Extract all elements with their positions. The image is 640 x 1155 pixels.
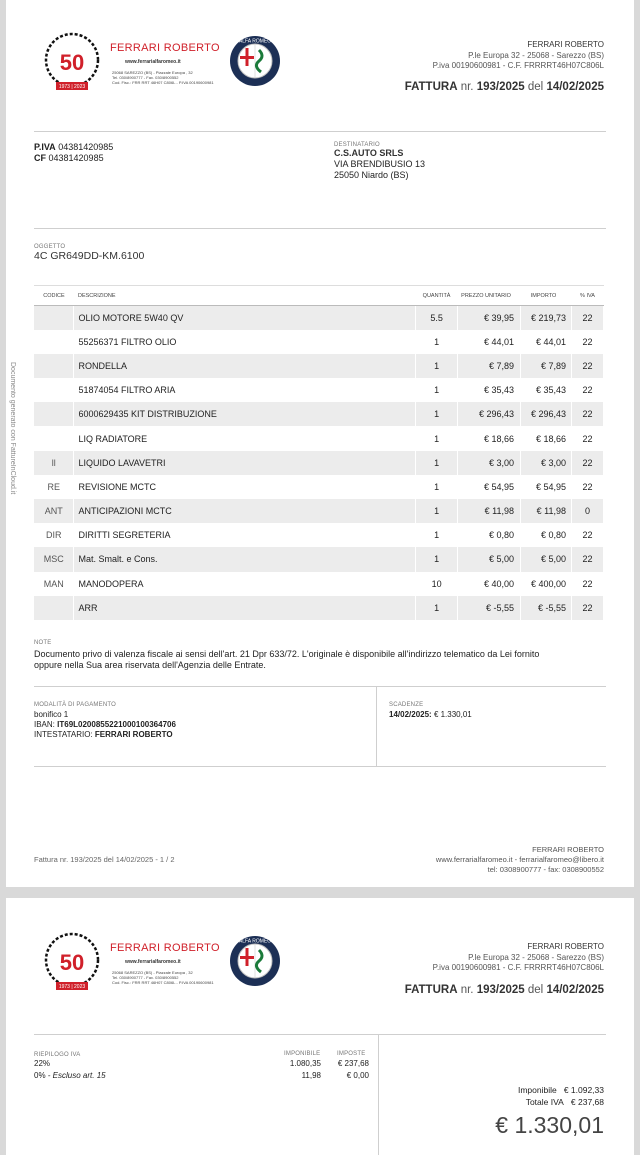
subject-value: 4C GR649DD-KM.6100 xyxy=(34,250,145,262)
table-row xyxy=(34,596,604,620)
item-description: 55256371 FILTRO OLIO xyxy=(74,330,416,354)
item-amount: € -5,55 xyxy=(521,596,572,620)
item-vat: 22 xyxy=(571,523,603,547)
item-vat: 22 xyxy=(571,354,603,378)
anniversary-logo-icon xyxy=(40,30,104,94)
item-amount: € 3,00 xyxy=(521,451,572,475)
totals-block xyxy=(495,1084,604,1140)
alfa-text: ALFA ROMEO xyxy=(238,938,272,945)
divider xyxy=(34,131,606,132)
items-header-row xyxy=(34,286,604,306)
brand-website: www.ferrarialfaromeo.it xyxy=(125,959,181,965)
divider xyxy=(34,228,606,229)
item-description: MANODOPERA xyxy=(74,572,416,596)
generator-note: Documento generato con FattureInCloud.it xyxy=(9,362,16,495)
item-code xyxy=(34,378,74,402)
due-block xyxy=(389,700,472,720)
logo-number: 50 xyxy=(59,50,85,75)
item-unit-price: € 18,66 xyxy=(458,426,521,450)
payment-method: bonifico 1 xyxy=(34,710,69,719)
table-row xyxy=(34,330,604,354)
item-amount: € 219,73 xyxy=(521,306,572,330)
item-amount: € 35,43 xyxy=(521,378,572,402)
item-code xyxy=(34,402,74,426)
company-tax-ids: P.iva 00190600981 - C.F. FRRRRT46H07C806L xyxy=(432,61,604,70)
divider xyxy=(34,1034,606,1035)
alfa-romeo-logo-icon xyxy=(228,934,282,988)
recipient-street: VIA BRENDIBUSIO 13 xyxy=(334,159,426,169)
alfa-romeo-logo-icon xyxy=(228,34,282,88)
item-description: OLIO MOTORE 5W40 QV xyxy=(74,306,416,330)
item-vat: 22 xyxy=(571,572,603,596)
item-vat: 0 xyxy=(571,499,603,523)
footer-phones: tel: 0308900777 - fax: 0308900552 xyxy=(487,865,604,874)
grand-total: € 1.330,01 xyxy=(495,1112,604,1138)
item-description: LIQ RADIATORE xyxy=(74,426,416,450)
item-description: ARR xyxy=(74,596,416,620)
item-description: 6000629435 KIT DISTRIBUZIONE xyxy=(74,402,416,426)
vat-row: 0% - Escluso art. 15 11,98 € 0,00 xyxy=(34,1071,369,1080)
item-unit-price: € 0,80 xyxy=(458,523,521,547)
table-row xyxy=(34,475,604,499)
company-name: FERRARI ROBERTO xyxy=(527,942,604,951)
item-code: ANT xyxy=(34,499,74,523)
item-quantity: 10 xyxy=(416,572,458,596)
col-description: DESCRIZIONE xyxy=(74,286,416,306)
invoice-title: FATTURA nr. 193/2025 del 14/02/2025 xyxy=(404,81,604,93)
item-vat: 22 xyxy=(571,426,603,450)
notes-line-2: oppure nella Sua area riservata dell'Agenzia delle Entrate. xyxy=(34,660,266,670)
item-quantity: 1 xyxy=(416,523,458,547)
vat-row: 22% 1.080,35 € 237,68 xyxy=(34,1059,369,1068)
item-quantity: 1 xyxy=(416,547,458,571)
invoice-title: FATTURA nr. 193/2025 del 14/02/2025 xyxy=(404,984,604,996)
company-logo xyxy=(40,930,240,992)
item-description: RONDELLA xyxy=(74,354,416,378)
item-unit-price: € 7,89 xyxy=(458,354,521,378)
invoice-page-2 xyxy=(6,898,634,1155)
item-unit-price: € 11,98 xyxy=(458,499,521,523)
brand-address: 25068 SAREZZO (BS) - Piazzale Europa , 32 Tel. 030/8900777 - Fax. 030/8900552 Cod. Fisc.: FRR RRT 46H07 C806L - P.IVA 00190600981 xyxy=(112,970,214,985)
due-amount: € 1.330,01 xyxy=(433,710,472,719)
notes-label: NOTE xyxy=(34,640,52,646)
table-row xyxy=(34,451,604,475)
item-quantity: 5.5 xyxy=(416,306,458,330)
col-amount: IMPORTO xyxy=(521,286,572,306)
divider-vertical xyxy=(378,1034,379,1155)
col-vat: % IVA xyxy=(571,286,603,306)
divider xyxy=(34,686,606,687)
invoice-page-1 xyxy=(6,0,634,887)
footer-page-info: Fattura nr. 193/2025 del 14/02/2025 - 1 / 2 xyxy=(34,855,175,864)
item-vat: 22 xyxy=(571,330,603,354)
col-quantity: QUANTITÀ xyxy=(416,286,458,306)
item-vat: 22 xyxy=(571,451,603,475)
recipient-label: DESTINATARIO xyxy=(334,142,380,148)
item-vat: 22 xyxy=(571,475,603,499)
item-description: LIQUIDO LAVAVETRI xyxy=(74,451,416,475)
payment-block: MODALITÀ DI PAGAMENTO bonifico 1 IBAN: IT69L0200855221000100364706 INTESTATARIO: FERRARI ROBERTO xyxy=(34,702,176,739)
recipient-block xyxy=(334,142,425,181)
item-code xyxy=(34,330,74,354)
subject-label: OGGETTO xyxy=(34,244,66,250)
table-row xyxy=(34,499,604,523)
item-amount: € 11,98 xyxy=(521,499,572,523)
item-code xyxy=(34,596,74,620)
item-amount: € 296,43 xyxy=(521,402,572,426)
due-label: SCADENZE xyxy=(389,702,424,708)
recipient-name: C.S.AUTO SRLS xyxy=(334,148,404,158)
item-quantity: 1 xyxy=(416,499,458,523)
item-description: 51874054 FILTRO ARIA xyxy=(74,378,416,402)
item-code: RE xyxy=(34,475,74,499)
item-unit-price: € 35,43 xyxy=(458,378,521,402)
brand-website: www.ferrarialfaromeo.it xyxy=(125,59,181,65)
brand-address: 25068 SAREZZO (BS) - Piazzale Europa , 32 Tel. 030/8900777 - Fax. 030/8900552 Cod. Fisc.: FRR RRT 46H07 C806L - P.IVA 00190600981 xyxy=(112,70,214,85)
company-address: P.le Europa 32 - 25068 - Sarezzo (BS) xyxy=(468,952,604,962)
company-tax-ids: P.iva 00190600981 - C.F. FRRRRT46H07C806L xyxy=(432,963,604,972)
company-info xyxy=(433,942,604,974)
recipient-city: 25050 Niardo (BS) xyxy=(334,170,409,180)
company-logo xyxy=(40,30,240,92)
item-quantity: 1 xyxy=(416,451,458,475)
payment-label: MODALITÀ DI PAGAMENTO xyxy=(34,702,116,708)
item-quantity: 1 xyxy=(416,402,458,426)
item-unit-price: € -5,55 xyxy=(458,596,521,620)
table-row xyxy=(34,426,604,450)
item-quantity: 1 xyxy=(416,426,458,450)
payment-holder: FERRARI ROBERTO xyxy=(94,730,173,739)
customer-ids: P.IVA 04381420985 CF 04381420985 xyxy=(34,142,114,163)
taxable-value: € 1.092,33 xyxy=(563,1085,604,1095)
item-code xyxy=(34,426,74,450)
company-name: FERRARI ROBERTO xyxy=(527,40,604,49)
vat-summary xyxy=(34,1048,369,1082)
item-unit-price: € 5,00 xyxy=(458,547,521,571)
item-quantity: 1 xyxy=(416,354,458,378)
table-row xyxy=(34,523,604,547)
notes-line-1: Documento privo di valenza fiscale ai sensi dell'art. 21 Dpr 633/72. L'originale è disponibile all'indirizzo telematico da Lei fornito xyxy=(34,649,540,659)
item-unit-price: € 54,95 xyxy=(458,475,521,499)
logo-years: 1973 | 2023 xyxy=(58,84,86,90)
item-code: MAN xyxy=(34,572,74,596)
logo-years: 1973 | 2023 xyxy=(58,984,86,990)
divider-vertical xyxy=(376,686,377,766)
item-amount: € 18,66 xyxy=(521,426,572,450)
item-unit-price: € 296,43 xyxy=(458,402,521,426)
item-vat: 22 xyxy=(571,402,603,426)
notes-block xyxy=(34,640,614,671)
item-description: DIRITTI SEGRETERIA xyxy=(74,523,416,547)
item-unit-price: € 39,95 xyxy=(458,306,521,330)
table-row xyxy=(34,378,604,402)
alfa-text: ALFA ROMEO xyxy=(238,38,272,45)
items-table xyxy=(34,285,604,620)
brand-name: FERRARI ROBERTO xyxy=(110,42,220,54)
item-quantity: 1 xyxy=(416,596,458,620)
vat-total-label: Totale IVA xyxy=(525,1097,564,1107)
item-description: ANTICIPAZIONI MCTC xyxy=(74,499,416,523)
subject-block xyxy=(34,244,144,262)
item-code: MSC xyxy=(34,547,74,571)
item-description: Mat. Smalt. e Cons. xyxy=(74,547,416,571)
item-code xyxy=(34,306,74,330)
taxable-label: Imponibile xyxy=(517,1085,557,1095)
footer-web-email: www.ferrarialfaromeo.it - ferrarialfaromeo@libero.it xyxy=(435,855,604,864)
item-unit-price: € 40,00 xyxy=(458,572,521,596)
item-amount: € 5,00 xyxy=(521,547,572,571)
table-row xyxy=(34,354,604,378)
table-row xyxy=(34,402,604,426)
divider xyxy=(34,766,606,767)
payment-iban: IT69L0200855221000100364706 xyxy=(57,720,176,729)
item-quantity: 1 xyxy=(416,378,458,402)
item-amount: € 7,89 xyxy=(521,354,572,378)
item-vat: 22 xyxy=(571,306,603,330)
vat-summary-label: RIEPILOGO IVA xyxy=(34,1052,81,1058)
due-date: 14/02/2025: xyxy=(389,710,432,719)
company-info xyxy=(433,40,604,72)
item-quantity: 1 xyxy=(416,330,458,354)
col-code: CODICE xyxy=(34,286,74,306)
vat-col-taxable: IMPONIBILE xyxy=(284,1051,321,1057)
table-row xyxy=(34,572,604,596)
item-code xyxy=(34,354,74,378)
item-vat: 22 xyxy=(571,547,603,571)
item-unit-price: € 44,01 xyxy=(458,330,521,354)
brand-name: FERRARI ROBERTO xyxy=(110,942,220,954)
item-quantity: 1 xyxy=(416,475,458,499)
item-vat: 22 xyxy=(571,378,603,402)
item-code: ll xyxy=(34,451,74,475)
item-amount: € 44,01 xyxy=(521,330,572,354)
vat-col-tax: IMPOSTE xyxy=(337,1051,366,1057)
footer-contacts xyxy=(436,845,604,875)
item-vat: 22 xyxy=(571,596,603,620)
table-row xyxy=(34,547,604,571)
footer-name: FERRARI ROBERTO xyxy=(532,845,604,854)
item-description: REVISIONE MCTC xyxy=(74,475,416,499)
item-unit-price: € 3,00 xyxy=(458,451,521,475)
item-amount: € 400,00 xyxy=(521,572,572,596)
logo-number: 50 xyxy=(59,950,85,975)
item-code: DIR xyxy=(34,523,74,547)
vat-total-value: € 237,68 xyxy=(570,1097,604,1107)
col-unit-price: PREZZO UNITARIO xyxy=(458,286,521,306)
item-amount: € 0,80 xyxy=(521,523,572,547)
company-address: P.le Europa 32 - 25068 - Sarezzo (BS) xyxy=(468,50,604,60)
table-row xyxy=(34,306,604,330)
item-amount: € 54,95 xyxy=(521,475,572,499)
anniversary-logo-icon xyxy=(40,930,104,994)
